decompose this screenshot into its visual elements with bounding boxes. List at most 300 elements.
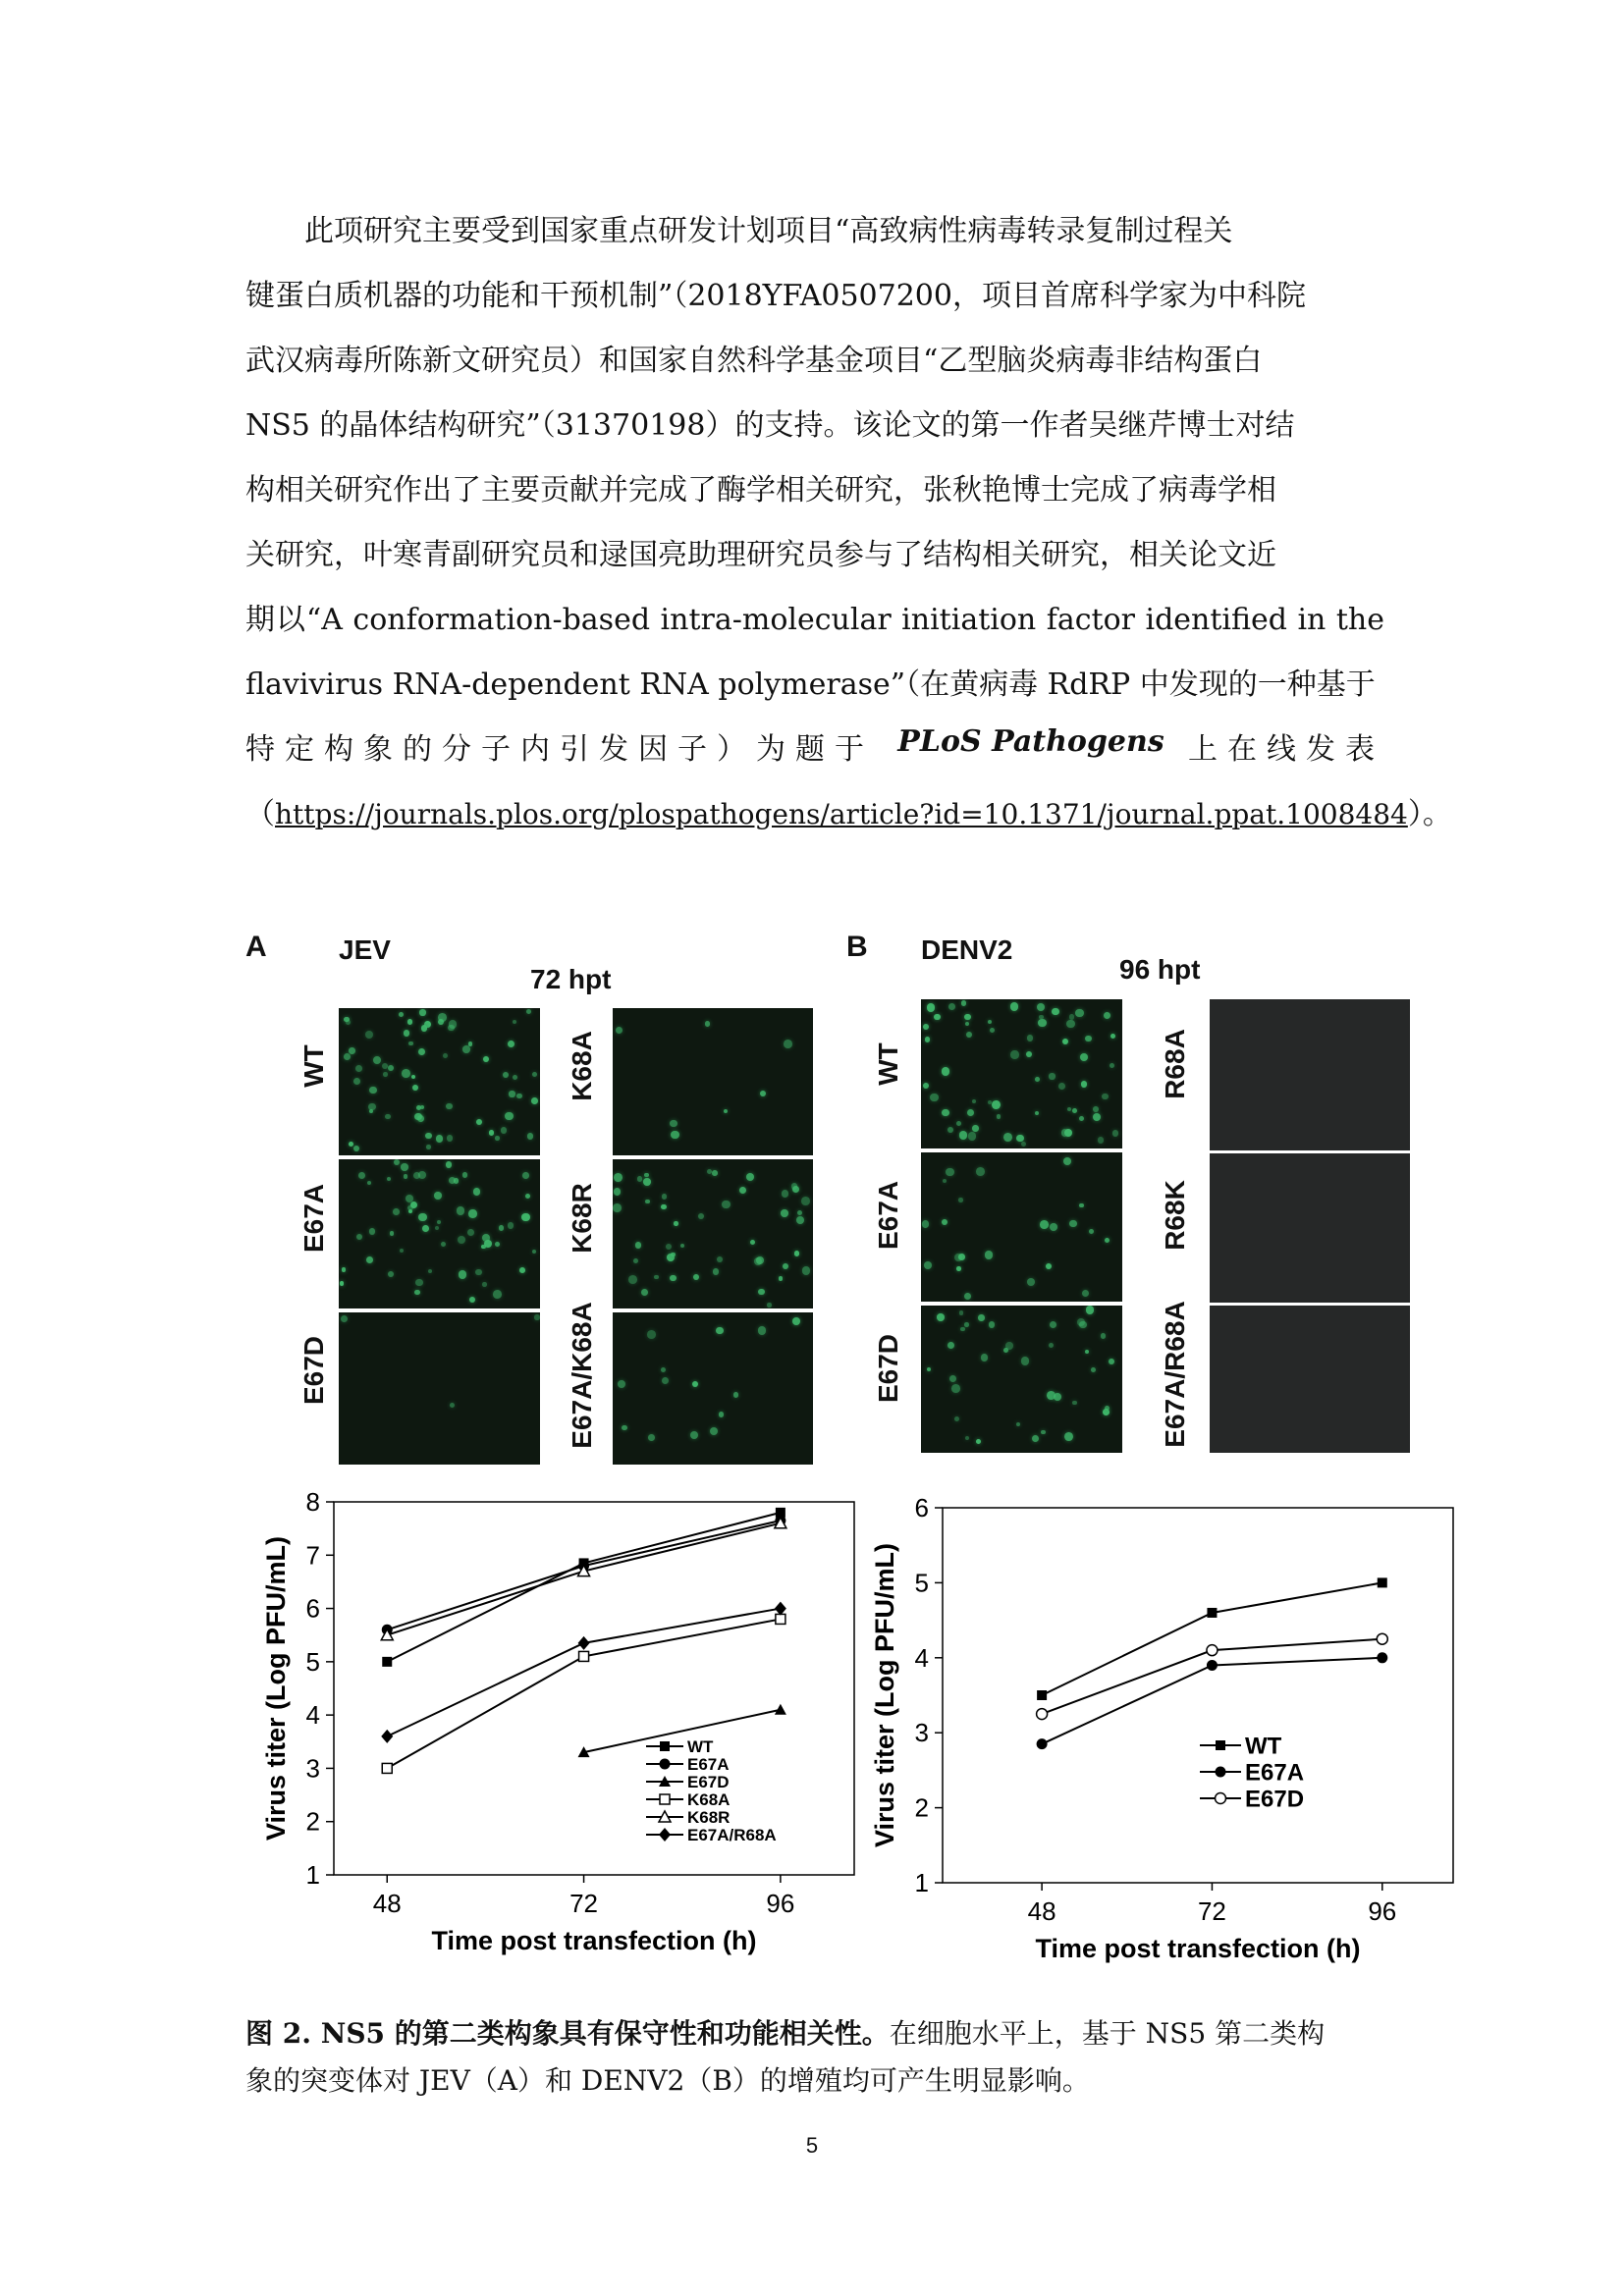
micrograph-label: E67A/K68A <box>567 1302 597 1449</box>
fluorescent-cell <box>366 1256 373 1263</box>
fluorescent-cell <box>353 1078 360 1085</box>
y-tick-label: 3 <box>305 1753 320 1784</box>
fluorescent-cell <box>373 1056 381 1064</box>
micrograph-jev-e67d <box>339 1312 540 1465</box>
data-point <box>578 1636 590 1650</box>
fluorescent-cell <box>960 1327 964 1331</box>
fluorescent-cell <box>654 1275 658 1279</box>
fluorescent-cell <box>513 1075 517 1080</box>
fluorescent-cell <box>637 1176 642 1181</box>
fluorescent-cell <box>954 1416 959 1421</box>
fluorescent-cell <box>959 1310 963 1314</box>
fluorescent-cell <box>443 1053 448 1058</box>
legend-label: E67D <box>1245 1786 1305 1813</box>
y-tick-label: 4 <box>305 1700 320 1731</box>
fluorescent-cell <box>705 1021 710 1026</box>
fluorescent-cell <box>526 1009 531 1014</box>
fluorescent-cell <box>758 1289 765 1296</box>
fluorescent-cell <box>956 1266 961 1271</box>
fluorescent-cell <box>527 1133 533 1139</box>
fluorescent-cell <box>508 1041 514 1047</box>
fluorescent-cell <box>671 1131 679 1140</box>
fluorescent-cell <box>367 1181 371 1185</box>
fluorescent-cell <box>671 1253 676 1257</box>
fluorescent-cell <box>1040 1220 1049 1229</box>
page-number: 5 <box>805 2133 819 2158</box>
fluorescent-cell <box>438 1013 447 1022</box>
fluorescent-cell <box>1054 1393 1061 1401</box>
fluorescent-cell <box>368 1103 375 1110</box>
fluorescent-cell <box>647 1330 656 1339</box>
micrograph-jev-e67a <box>339 1159 540 1308</box>
fluorescent-cell <box>964 1293 971 1300</box>
fluorescent-cell <box>469 1297 475 1303</box>
micrograph-denv2-e67a <box>921 1152 1122 1302</box>
fluorescent-cell <box>1075 1009 1084 1018</box>
series-line <box>1042 1582 1382 1695</box>
fluorescent-cell <box>801 1197 810 1205</box>
fluorescent-cell <box>1026 1051 1032 1057</box>
fluorescent-cell <box>404 1174 408 1179</box>
fluorescent-cell <box>414 1113 421 1120</box>
legend-label: E67A <box>687 1754 730 1774</box>
fluorescent-cell <box>927 1367 931 1371</box>
fluorescent-cell <box>1093 1113 1101 1121</box>
fluorescent-cell <box>525 1194 530 1199</box>
fluorescent-cell <box>792 1317 800 1325</box>
micrograph-jev-k68r <box>613 1159 813 1308</box>
fluorescent-cell <box>635 1242 641 1248</box>
fluorescent-cell <box>947 1127 954 1134</box>
fluorescent-cell <box>413 1172 420 1179</box>
fluorescent-cell <box>670 1275 677 1282</box>
fluorescent-cell <box>779 1276 784 1281</box>
data-point <box>659 1828 671 1842</box>
fluorescent-cell <box>499 1225 505 1231</box>
fluorescent-cell <box>484 1240 492 1248</box>
fluorescent-cell <box>356 1234 362 1240</box>
fluorescent-cell <box>399 1012 404 1017</box>
fluorescent-cell <box>1062 1039 1068 1044</box>
data-point <box>382 1657 392 1667</box>
fluorescent-cell <box>976 1167 985 1176</box>
fluorescent-cell <box>410 1201 417 1208</box>
fluorescent-cell <box>483 1056 489 1062</box>
fluorescent-cell <box>1080 1053 1088 1061</box>
fluorescent-cell <box>468 1209 476 1217</box>
fluorescent-cell <box>1069 1220 1076 1227</box>
paragraph-line <box>245 789 1452 832</box>
fluorescent-cell <box>521 1213 529 1221</box>
fluorescent-cell <box>388 1271 394 1277</box>
x-tick-label: 96 <box>766 1889 795 1918</box>
fluorescent-cell <box>930 1094 938 1101</box>
fluorescent-cell <box>531 1097 538 1104</box>
paragraph-line: 关研究，叶寒青副研究员和逯国亮助理研究员参与了结构相关研究，相关论文近 <box>245 538 1276 572</box>
legend-label: K68A <box>687 1789 731 1809</box>
data-point <box>1216 1740 1225 1750</box>
fluorescent-cell <box>616 1027 623 1035</box>
fluorescent-cell <box>388 1065 394 1071</box>
data-point <box>1207 1608 1217 1618</box>
fluorescent-cell <box>951 1384 960 1393</box>
fluorescent-cell <box>415 1279 422 1286</box>
fluorescent-cell <box>446 1103 452 1109</box>
data-point <box>1207 1645 1218 1656</box>
fluorescent-cell <box>419 1009 425 1015</box>
fluorescent-cell <box>796 1216 804 1224</box>
fluorescent-cell <box>467 1229 474 1236</box>
fluorescent-cell <box>358 1172 365 1179</box>
fluorescent-cell <box>985 1251 994 1259</box>
fluorescent-cell <box>965 1436 969 1440</box>
fluorescent-cell <box>508 1222 514 1228</box>
fluorescent-cell <box>924 1261 932 1269</box>
fluorescent-cell <box>661 1204 667 1210</box>
data-point <box>660 1759 671 1770</box>
journal-name: PLoS Pathogens <box>897 724 1164 759</box>
fluorescent-cell <box>614 1188 621 1195</box>
fluorescent-cell <box>722 1201 730 1208</box>
micrograph-denv2-e67d <box>921 1306 1122 1453</box>
fluorescent-cell <box>750 1240 756 1246</box>
fluorescent-cell <box>964 1014 971 1021</box>
data-point <box>1037 1738 1048 1749</box>
fluorescent-cell <box>458 1236 465 1244</box>
fluorescent-cell <box>710 1427 718 1435</box>
fluorescent-cell <box>418 1213 426 1221</box>
fluorescent-cell <box>964 1322 969 1327</box>
fluorescent-cell <box>937 1313 945 1321</box>
fluorescent-cell <box>1112 1130 1118 1136</box>
fluorescent-cell <box>1105 1238 1110 1243</box>
data-point <box>1207 1660 1218 1671</box>
fluorescent-cell <box>1091 1367 1096 1372</box>
fluorescent-cell <box>1077 1318 1085 1326</box>
fluorescent-cell <box>414 1290 420 1296</box>
body-paragraph <box>245 206 1452 844</box>
data-point <box>1037 1690 1047 1700</box>
fluorescent-cell <box>988 1020 992 1024</box>
fluorescent-cell <box>643 1178 651 1186</box>
paragraph-line: 武汉病毒所陈新文研究员）和国家自然科学基金项目“乙型脑炎病毒非结构蛋白 <box>245 344 1263 378</box>
fluorescent-cell <box>534 1314 539 1319</box>
fluorescent-cell <box>925 1037 931 1042</box>
fluorescent-cell <box>387 1177 391 1181</box>
fluorescent-cell <box>794 1251 799 1255</box>
data-point <box>775 1704 786 1715</box>
fluorescent-cell <box>1050 1321 1056 1328</box>
fluorescent-cell <box>1021 1142 1026 1147</box>
fluorescent-cell <box>662 1377 669 1384</box>
fluorescent-cell <box>1081 1081 1087 1087</box>
micrograph-jev-wt <box>339 1008 540 1155</box>
fluorescent-cell <box>978 1314 984 1320</box>
fluorescent-cell <box>457 1206 465 1215</box>
fluorescent-cell <box>422 1225 429 1232</box>
data-point <box>660 1741 670 1751</box>
fluorescent-cell <box>1110 1063 1114 1068</box>
fluorescent-cell <box>968 1132 976 1140</box>
panel-b-time: 96 hpt <box>1119 954 1201 985</box>
fluorescent-cell <box>965 1022 969 1026</box>
fluorescent-cell <box>416 1105 421 1110</box>
fluorescent-cell <box>1049 1343 1054 1348</box>
fluorescent-cell <box>1066 1020 1075 1029</box>
fluorescent-cell <box>746 1173 754 1181</box>
data-point <box>1037 1709 1048 1720</box>
fluorescent-cell <box>923 1083 929 1089</box>
chart-jev-titer <box>245 1492 874 1983</box>
data-point <box>1216 1767 1226 1778</box>
fluorescent-cell <box>802 1266 810 1274</box>
fluorescent-cell <box>434 1192 442 1200</box>
fluorescent-cell <box>349 1047 354 1053</box>
fluorescent-cell <box>1039 1015 1044 1020</box>
data-point <box>382 1763 392 1773</box>
micrograph-label: WT <box>873 1042 903 1086</box>
fluorescent-cell <box>947 1342 954 1349</box>
fluorescent-cell <box>645 1200 650 1204</box>
micrograph-label: E67D <box>298 1335 329 1406</box>
fluorescent-cell <box>1027 1278 1035 1286</box>
fluorescent-cell <box>739 1187 746 1194</box>
data-point <box>660 1794 670 1804</box>
fluorescent-cell <box>450 1403 455 1408</box>
fluorescent-cell <box>927 1003 935 1011</box>
data-point <box>1378 1577 1387 1587</box>
fluorescent-cell <box>493 1290 502 1299</box>
fluorescent-cell <box>956 1121 961 1126</box>
fluorescent-cell <box>1102 1094 1108 1099</box>
fluorescent-cell <box>355 1065 362 1072</box>
fluorescent-cell <box>767 1303 771 1307</box>
fluorescent-cell <box>408 1209 412 1213</box>
fluorescent-cell <box>713 1268 720 1275</box>
fluorescent-cell <box>353 1146 359 1151</box>
fluorescent-cell <box>437 1220 442 1225</box>
fluorescent-cell <box>394 1159 400 1165</box>
fluorescent-cell <box>447 1135 453 1141</box>
fluorescent-cell <box>997 1114 1001 1119</box>
fluorescent-cell <box>1069 1014 1074 1019</box>
plot-frame <box>334 1502 854 1875</box>
series-line <box>387 1609 781 1736</box>
fluorescent-cell <box>934 1014 940 1020</box>
fluorescent-cell <box>1049 1073 1055 1079</box>
x-axis-label: Time post transfection (h) <box>431 1926 757 1955</box>
fluorescent-cell <box>666 1244 672 1250</box>
fluorescent-cell <box>717 1256 723 1262</box>
fluorescent-cell <box>473 1188 481 1196</box>
fluorescent-cell <box>505 1112 514 1121</box>
fluorescent-cell <box>1035 1077 1040 1082</box>
fluorescent-cell <box>1038 1019 1046 1027</box>
fluorescent-cell <box>1041 1430 1045 1434</box>
fluorescent-cell <box>418 1048 425 1055</box>
fluorescent-cell <box>628 1275 637 1284</box>
fluorescent-cell <box>436 1135 443 1142</box>
fluorescent-cell <box>446 1161 452 1167</box>
fluorescent-cell <box>922 1220 929 1227</box>
fluorescent-cell <box>501 1127 508 1134</box>
fluorescent-cell <box>972 1125 979 1132</box>
fluorescent-cell <box>989 1321 995 1327</box>
fluorescent-cell <box>758 1326 767 1335</box>
fluorescent-cell <box>1003 1133 1012 1142</box>
fluorescent-cell <box>342 1267 347 1272</box>
fluorescent-cell <box>1072 1108 1077 1113</box>
fluorescent-cell <box>1064 1129 1072 1137</box>
fluorescent-cell <box>797 1210 802 1215</box>
fluorescent-cell <box>411 1075 415 1079</box>
fluorescent-cell <box>976 1439 981 1444</box>
fluorescent-cell <box>462 1172 468 1178</box>
fluorescent-cell <box>959 1131 968 1140</box>
fluorescent-cell <box>967 1109 974 1116</box>
fluorescent-cell <box>449 1020 457 1028</box>
fluorescent-cell <box>792 1186 799 1193</box>
fluorescent-cell <box>693 1274 700 1281</box>
micrograph-label: K68R <box>567 1183 597 1254</box>
fluorescent-cell <box>412 1085 418 1091</box>
caption-line <box>245 2012 1384 2052</box>
data-point <box>1377 1652 1387 1663</box>
fluorescent-cell <box>1032 1435 1039 1442</box>
fluorescent-cell <box>784 1040 792 1048</box>
fluorescent-cell <box>1086 1306 1095 1314</box>
fluorescent-cell <box>716 1327 724 1335</box>
fluorescent-cell <box>402 1069 410 1078</box>
fluorescent-cell <box>390 1231 394 1235</box>
fluorescent-cell <box>482 1282 487 1287</box>
fluorescent-cell <box>1010 1002 1019 1011</box>
panel-b-virus: DENV2 <box>921 934 1013 965</box>
fluorescent-cell <box>961 1000 966 1005</box>
fluorescent-cell <box>468 1041 473 1046</box>
data-point <box>775 1602 786 1616</box>
fluorescent-cell <box>618 1380 625 1388</box>
fluorescent-cell <box>1064 1432 1073 1441</box>
fluorescent-cell <box>662 1194 668 1200</box>
fluorescent-cell <box>1109 1359 1114 1364</box>
micrograph-jev-k68a <box>613 1008 813 1155</box>
fluorescent-cell <box>513 1020 516 1024</box>
figure-caption <box>245 2012 1384 2099</box>
legend-label: E67A <box>1245 1759 1305 1787</box>
chart-denv2-titer <box>844 1492 1473 1983</box>
fluorescent-cell <box>942 1109 949 1117</box>
micrograph-denv2-wt <box>921 999 1122 1148</box>
paragraph-line: flavivirus RNA-dependent RNA polymerase”（在黄病毒 RdRP 中发现的一种基于 <box>245 667 1376 702</box>
fluorescent-cell <box>1079 1203 1083 1207</box>
fluorescent-cell <box>1021 1357 1030 1365</box>
fluorescent-cell <box>954 1254 962 1261</box>
fluorescent-cell <box>407 1019 413 1025</box>
fluorescent-cell <box>349 1142 353 1147</box>
caption-text: 在细胞水平上，基于 NS5 第二类构 <box>889 2017 1326 2050</box>
micrograph-denv2-r68k <box>1210 1153 1410 1303</box>
micrograph-denv2-r68a <box>1210 999 1410 1150</box>
fluorescent-cell <box>754 1257 762 1265</box>
fluorescent-cell <box>441 1242 446 1247</box>
fluorescent-cell <box>942 1219 947 1225</box>
paragraph-text: 上在线发表 <box>1188 732 1384 767</box>
fluorescent-cell <box>641 1289 648 1296</box>
fluorescent-cell <box>1093 1106 1099 1112</box>
fluorescent-cell <box>522 1172 529 1179</box>
y-tick-label: 2 <box>914 1792 929 1823</box>
paragraph-text: （ <box>245 797 275 831</box>
fluorescent-cell <box>426 1145 431 1149</box>
fluorescent-cell <box>393 1208 400 1215</box>
fluorescent-cell <box>516 1094 522 1099</box>
fluorescent-cell <box>1027 1035 1033 1041</box>
data-point <box>381 1730 393 1743</box>
fluorescent-cell <box>719 1412 724 1416</box>
fluorescent-cell <box>1010 1050 1018 1058</box>
fluorescent-cell <box>958 1198 963 1202</box>
fluorescent-cell <box>782 1190 788 1197</box>
fluorescent-cell <box>1101 1333 1107 1339</box>
fluorescent-cell <box>489 1130 494 1135</box>
fluorescent-cell <box>459 1270 467 1279</box>
fluorescent-cell <box>1067 1107 1071 1111</box>
fluorescent-cell <box>401 1163 408 1171</box>
micrograph-label: R68A <box>1160 1029 1190 1099</box>
panel-a-virus: JEV <box>339 934 391 965</box>
micrograph-label: E67A/R68A <box>1160 1301 1190 1448</box>
fluorescent-cell <box>383 1072 388 1077</box>
fluorescent-cell <box>476 1119 482 1125</box>
paragraph-text: ）。 <box>1407 797 1452 831</box>
fluorescent-cell <box>783 1263 788 1269</box>
fluorescent-cell <box>674 1221 678 1226</box>
legend-label: E67D <box>687 1772 730 1791</box>
x-tick-label: 72 <box>1197 1896 1226 1926</box>
fluorescent-cell <box>369 1087 376 1094</box>
micrograph-jev-e67a-k68a <box>613 1312 813 1465</box>
data-point <box>776 1614 785 1624</box>
paragraph-line: 此项研究主要受到国家重点研发计划项目“高致病性病毒转录复制过程关 <box>304 214 1233 248</box>
fluorescent-cell <box>1082 1290 1090 1298</box>
paragraph-line: 构相关研究作出了主要贡献并完成了酶学相关研究，张秋艳博士完成了病毒学相 <box>245 473 1276 507</box>
panel-b-letter: B <box>846 931 868 963</box>
x-tick-label: 72 <box>569 1889 599 1918</box>
fluorescent-cell <box>503 1072 509 1078</box>
fluorescent-cell <box>698 1213 704 1219</box>
y-tick-label: 1 <box>305 1860 320 1890</box>
y-axis-label: Virus titer (Log PFU/mL) <box>870 1542 899 1848</box>
fluorescent-cell <box>733 1392 738 1397</box>
caption-title: 图 2. NS5 的第二类构象具有保守性和功能相关性。 <box>245 2017 890 2050</box>
fluorescent-cell <box>1089 1229 1094 1234</box>
fluorescent-cell <box>680 1244 684 1248</box>
article-link[interactable]: https://journals.plos.org/plospathogens/article?id=10.1371/journal.ppat.1008484 <box>275 798 1408 830</box>
fluorescent-cell <box>1063 1157 1071 1165</box>
fluorescent-cell <box>990 1028 995 1033</box>
fluorescent-cell <box>1098 1137 1105 1144</box>
y-tick-label: 5 <box>914 1568 929 1598</box>
y-tick-label: 7 <box>305 1540 320 1571</box>
fluorescent-cell <box>1046 1263 1052 1269</box>
fluorescent-cell <box>966 1032 972 1038</box>
fluorescent-cell <box>495 1136 500 1141</box>
fluorescent-cell <box>670 1120 677 1127</box>
data-point <box>1377 1633 1387 1644</box>
y-tick-label: 2 <box>305 1806 320 1837</box>
micrograph-label: R68K <box>1160 1180 1190 1251</box>
